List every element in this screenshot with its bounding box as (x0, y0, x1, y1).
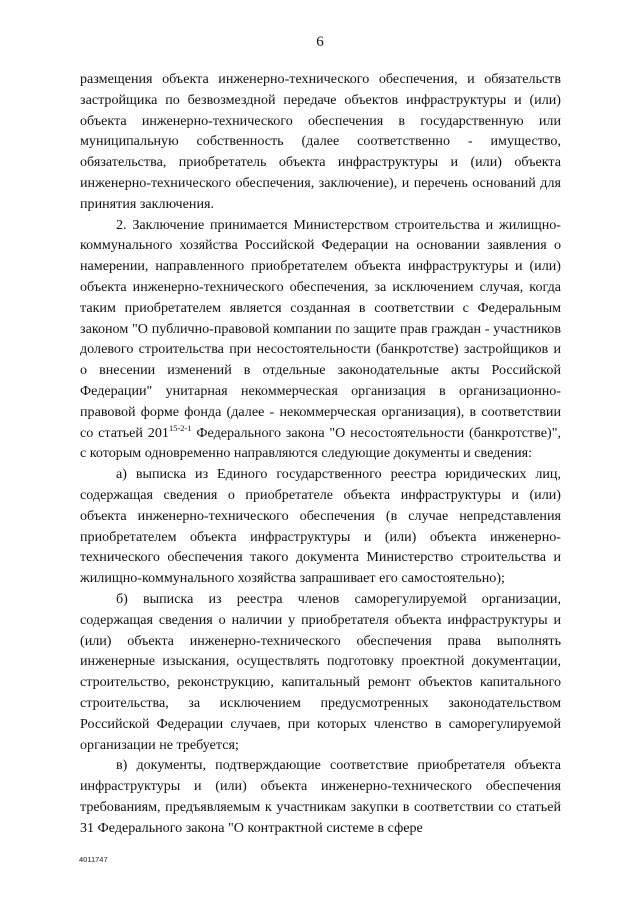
paragraph-2 (80, 215, 561, 465)
paragraph-continuation: размещения объекта инженерно-технического обеспечения, и обязательств застройщика по безвозмездной передаче объектов инфраструктуры и (или) объекта инженерно-технического обеспечения в государственную или муниципальную собственность (далее соответственно - имущество, обязательства, приобретатель объекта инфраструктуры и (или) объекта инженерно-технического обеспечения, заключение), и перечень оснований для принятия заключения. (80, 71, 561, 212)
paragraph-2-end: Федерального закона "О несостоятельности (банкротстве)", с которым одновременно направляются следующие документы и сведения: (80, 424, 561, 462)
subparagraph-v: в) документы, подтверждающие соответствие приобретателя объекта инфраструктуры и (или) объекта инженерно-технического обеспечения требованиям, предъявляемым к участникам закупки в соответствии со статьей 31 Федерального закона "О контрактной системе в сфере (80, 757, 561, 836)
document-body (80, 69, 561, 838)
page-number: 6 (316, 34, 324, 50)
subparagraph-b: б) выписка из реестра членов саморегулируемой организации, содержащая сведения о наличии у приобретателя объекта инфраструктуры и (или) объекта инженерно-технического обеспечения права выполнять инженерные изыскания, осуществлять подготовку проектной документации, строительство, реконструкцию, капитальный ремонт объектов капитального строительства, за исключением предусмотренных законодательством Российской Федерации случаев, при которых членство в саморегулируемой организации не требуется; (80, 590, 561, 753)
subparagraph-a: а) выписка из Единого государственного реестра юридических лиц, содержащая сведения о приобретателе объекта инфраструктуры и (или) объекта инженерно-технического обеспечения (в случае непредставления приобретателем объекта инфраструктуры и (или) объекта инженерно-технического обеспечения такого документа Министерство строительства и жилищно-коммунального хозяйства запрашивает его самостоятельно); (80, 466, 561, 587)
paragraph-2-main: 2. Заключение принимается Министерством строительства и жилищно-коммунального хозяйства Российской Федерации на основании заявления о намерении, направленного приобретателем объекта инфраструктуры и (или) объекта инженерно-технического обеспечения, за исключением случая, когда таким приобретателем является созданная в соответствии с Федеральным законом "О публично-правовой компании по защите прав граждан - участников долевого строительства при несостоятельности (банкротстве) застройщиков и о внесении изменений в отдельные законодательные акты Российской Федерации" унитарная некоммерческая организация в организационно-правовой форме фонда (далее - некоммерческая организация), в соответствии со статьей 201 (80, 216, 561, 441)
article-superscript: 15-2-1 (168, 422, 192, 433)
document-code: 4011747 (79, 855, 108, 864)
